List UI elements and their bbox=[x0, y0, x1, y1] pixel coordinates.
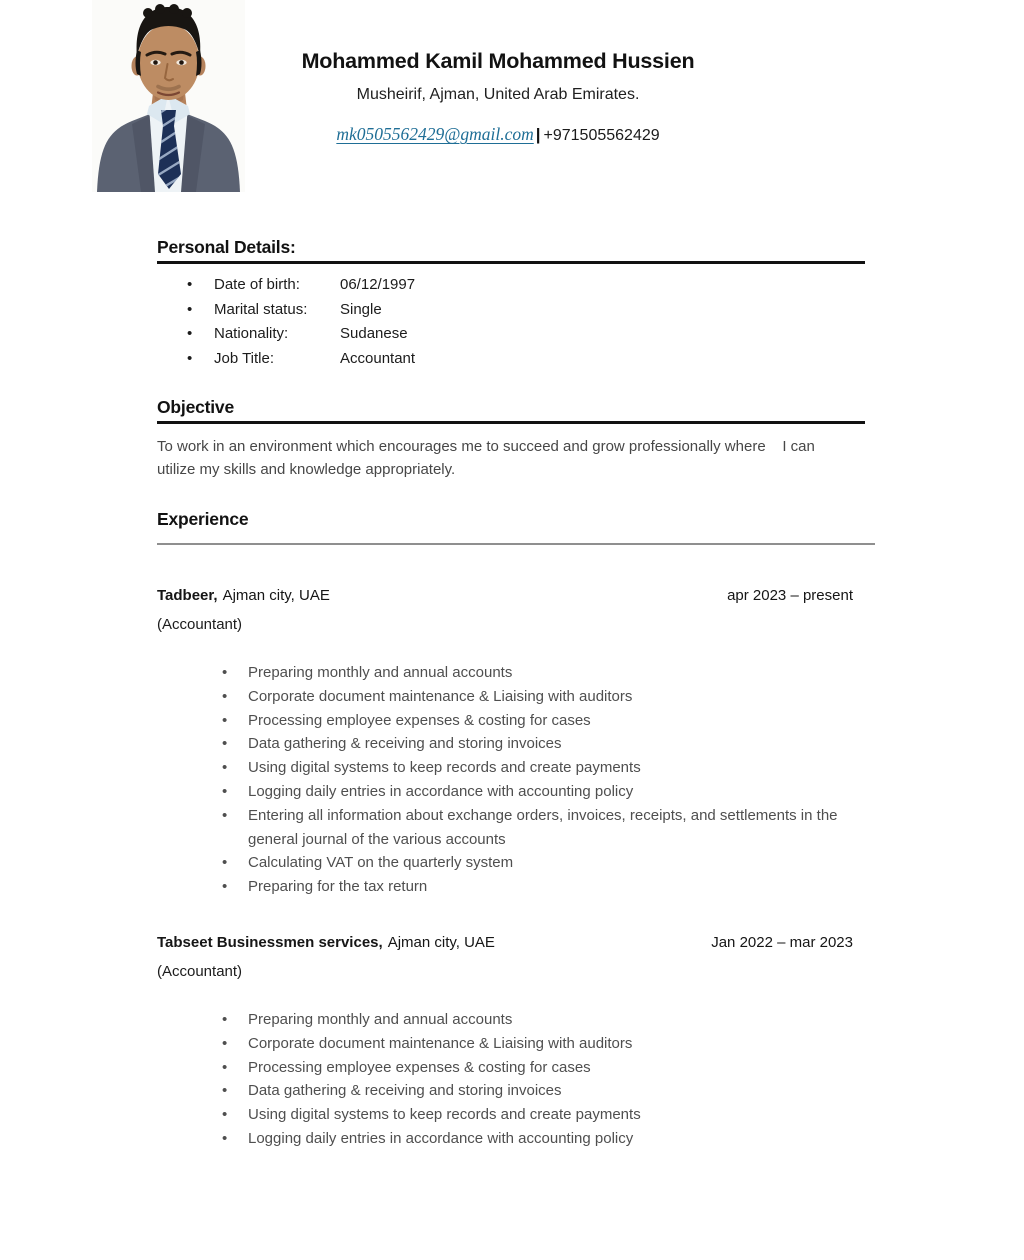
email-link[interactable]: mk0505562429@gmail.com bbox=[336, 124, 534, 144]
experience-bullet: • Data gathering & receiving and storing invoices bbox=[157, 1079, 875, 1103]
detail-label: Marital status: bbox=[214, 300, 308, 318]
personal-detail-item bbox=[157, 298, 865, 323]
experience-bullet: • Using digital systems to keep records and create payments bbox=[157, 756, 875, 780]
job-title-line bbox=[157, 933, 495, 953]
experience-bullet: • Using digital systems to keep records and create payments bbox=[157, 1103, 875, 1127]
personal-detail-item bbox=[157, 322, 865, 347]
section-experience bbox=[157, 508, 875, 545]
personal-details-list bbox=[157, 273, 865, 371]
address-line: Musheirif, Ajman, United Arab Emirates. bbox=[356, 86, 640, 103]
experience-bullet: • Processing employee expenses & costing for cases bbox=[157, 1056, 875, 1080]
experience-bullet: • Corporate document maintenance & Liaising with auditors bbox=[157, 1032, 875, 1056]
phone-number: +971505562429 bbox=[543, 127, 660, 144]
detail-value: Single bbox=[340, 300, 382, 318]
job-role: (Accountant) bbox=[157, 616, 243, 633]
experience-bullet: • Preparing monthly and annual accounts bbox=[157, 661, 875, 685]
experience-bullet: • Logging daily entries in accordance with accounting policy bbox=[157, 1127, 875, 1151]
company-name: Tadbeer, bbox=[157, 587, 218, 604]
experience-heading: Experience bbox=[157, 509, 249, 529]
detail-value: Accountant bbox=[340, 349, 416, 367]
experience-job-tabseet bbox=[157, 933, 875, 1151]
detail-label: Date of birth: bbox=[214, 276, 300, 293]
job-title-line bbox=[157, 586, 330, 606]
company-name: Tabseet Businessmen services, bbox=[157, 934, 383, 951]
candidate-name: Mohammed Kamil Mohammed Hussien bbox=[301, 49, 695, 73]
experience-divider bbox=[157, 543, 875, 545]
job-header bbox=[157, 586, 875, 606]
personal-detail-item bbox=[157, 273, 865, 298]
company-location: Ajman city, UAE bbox=[387, 934, 495, 951]
section-personal-details bbox=[157, 236, 865, 371]
experience-bullet: • Processing employee expenses & costing for cases bbox=[157, 709, 875, 733]
job-bullet-list bbox=[157, 661, 875, 899]
job-dates: Jan 2022 – mar 2023 bbox=[711, 934, 853, 951]
section-objective bbox=[157, 396, 865, 481]
personal-detail-item bbox=[157, 347, 865, 372]
company-location: Ajman city, UAE bbox=[222, 587, 330, 604]
resume-header bbox=[138, 46, 858, 147]
detail-label: Nationality: bbox=[214, 325, 289, 342]
objective-heading: Objective bbox=[157, 396, 865, 424]
contact-line bbox=[138, 123, 858, 147]
job-role: (Accountant) bbox=[157, 963, 243, 980]
job-dates: apr 2023 – present bbox=[727, 587, 853, 604]
detail-value: Sudanese bbox=[340, 325, 408, 342]
experience-bullet: • Data gathering & receiving and storing invoices bbox=[157, 732, 875, 756]
experience-bullet: • Logging daily entries in accordance with accounting policy bbox=[157, 780, 875, 804]
detail-label: Job Title: bbox=[214, 349, 275, 367]
experience-bullet: • Entering all information about exchange orders, invoices, receipts, and settlements in the general journal of the various accounts bbox=[157, 804, 875, 852]
personal-details-heading: Personal Details: bbox=[157, 236, 865, 264]
objective-text-line: To work in an environment which encourages me to succeed and grow professionally where I can bbox=[157, 438, 815, 455]
objective-text-line: utilize my skills and knowledge appropriately. bbox=[157, 461, 456, 478]
experience-bullet: • Preparing monthly and annual accounts bbox=[157, 1008, 875, 1032]
experience-bullet: • Corporate document maintenance & Liaising with auditors bbox=[157, 685, 875, 709]
job-bullet-list bbox=[157, 1008, 875, 1151]
experience-bullet: • Preparing for the tax return bbox=[157, 875, 875, 899]
experience-job-tadbeer bbox=[157, 586, 875, 899]
detail-value: 06/12/1997 bbox=[340, 276, 416, 293]
experience-bullet: • Calculating VAT on the quarterly system bbox=[157, 851, 875, 875]
job-header bbox=[157, 933, 875, 953]
contact-separator: | bbox=[535, 125, 541, 144]
